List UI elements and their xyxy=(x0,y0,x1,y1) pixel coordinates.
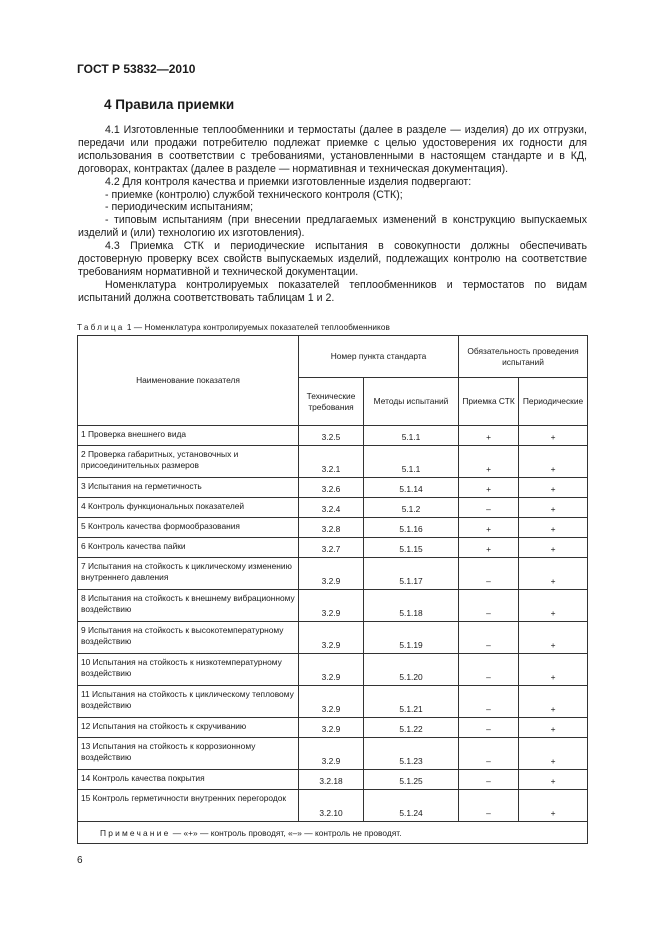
table-caption-text: 1 — Номенклатура контролируемых показателей теплообменников xyxy=(124,323,390,332)
table-row xyxy=(78,538,588,558)
row-name: 1 Проверка внешнего вида xyxy=(78,426,299,446)
table-row xyxy=(78,518,588,538)
row-name: 11 Испытания на стойкость к циклическому тепловому воздействию xyxy=(78,686,299,718)
table-row xyxy=(78,738,588,770)
row-acceptance: – xyxy=(459,770,519,790)
row-periodic: + xyxy=(519,538,588,558)
header-standard-group: Номер пункта стандарта xyxy=(299,336,459,378)
row-tech-req: 3.2.9 xyxy=(299,590,364,622)
row-acceptance: + xyxy=(459,478,519,498)
row-method: 5.1.19 xyxy=(364,622,459,654)
header-periodic: Периодические xyxy=(519,378,588,426)
table-row xyxy=(78,590,588,622)
row-tech-req: 3.2.9 xyxy=(299,622,364,654)
header-tech-req: Технические требования xyxy=(299,378,364,426)
row-name: 5 Контроль качества формообразования xyxy=(78,518,299,538)
row-method: 5.1.23 xyxy=(364,738,459,770)
row-tech-req: 3.2.5 xyxy=(299,426,364,446)
indicators-table xyxy=(77,335,588,844)
list-item-stk: - приемке (контролю) службой технического контроля (СТК); xyxy=(105,188,403,201)
note-label: Примечание xyxy=(100,827,171,838)
row-tech-req: 3.2.9 xyxy=(299,558,364,590)
paragraph-nomenclature: Номенклатура контролируемых показателей теплообменников и термостатов по видам испытаний должна соответствовать таблицам 1 и 2. xyxy=(78,278,587,304)
row-acceptance: – xyxy=(459,498,519,518)
row-name: 6 Контроль качества пайки xyxy=(78,538,299,558)
row-method: 5.1.2 xyxy=(364,498,459,518)
row-tech-req: 3.2.8 xyxy=(299,518,364,538)
row-method: 5.1.25 xyxy=(364,770,459,790)
row-name: 13 Испытания на стойкость к коррозионному воздействию xyxy=(78,738,299,770)
row-method: 5.1.21 xyxy=(364,686,459,718)
row-tech-req: 3.2.1 xyxy=(299,446,364,478)
row-acceptance: + xyxy=(459,446,519,478)
row-name: 9 Испытания на стойкость к высокотемпературному воздействию xyxy=(78,622,299,654)
paragraph-4-1: 4.1 Изготовленные теплообменники и термостаты (далее в разделе — изделия) до их отгрузки, передачи или продажи потребителю подлежат приемке с целью удостоверения их годности для использования в соответствии с требованиями, установленными в настоящем стандарте и в КД, договорах, контрактах (далее в разделе — нормативная и техническая документация). xyxy=(78,124,587,175)
row-acceptance: – xyxy=(459,718,519,738)
row-name: 8 Испытания на стойкость к внешнему вибрационному воздействию xyxy=(78,590,299,622)
row-tech-req: 3.2.9 xyxy=(299,686,364,718)
row-tech-req: 3.2.10 xyxy=(299,790,364,822)
row-name: 7 Испытания на стойкость к циклическому изменению внутреннего давления xyxy=(78,558,299,590)
table-row xyxy=(78,446,588,478)
paragraph-4-3: 4.3 Приемка СТК и периодические испытания в совокупности должны обеспечивать достоверную проверку всех свойств выпускаемых изделий, подлежащих контролю на соответствие требованиям нормативной и технической документации. xyxy=(78,240,587,278)
row-method: 5.1.16 xyxy=(364,518,459,538)
row-tech-req: 3.2.9 xyxy=(299,738,364,770)
page-number: 6 xyxy=(77,855,83,866)
row-method: 5.1.1 xyxy=(364,446,459,478)
header-obligation-group: Обязательность проведения испытаний xyxy=(459,336,588,378)
row-name: 12 Испытания на стойкость к скручиванию xyxy=(78,718,299,738)
table-caption xyxy=(77,323,390,332)
document-header: ГОСТ Р 53832—2010 xyxy=(77,62,196,76)
row-periodic: + xyxy=(519,558,588,590)
row-acceptance: – xyxy=(459,686,519,718)
row-periodic: + xyxy=(519,446,588,478)
row-acceptance: + xyxy=(459,426,519,446)
table-caption-label: Таблица xyxy=(77,323,125,332)
table-row xyxy=(78,686,588,718)
note-text: — «+» — контроль проводят, «–» — контроль не проводят. xyxy=(170,827,402,838)
row-periodic: + xyxy=(519,518,588,538)
header-methods: Методы испытаний xyxy=(364,378,459,426)
table-row xyxy=(78,498,588,518)
row-tech-req: 3.2.9 xyxy=(299,718,364,738)
row-tech-req: 3.2.18 xyxy=(299,770,364,790)
row-acceptance: – xyxy=(459,622,519,654)
row-name: 10 Испытания на стойкость к низкотемпературному воздействию xyxy=(78,654,299,686)
row-tech-req: 3.2.4 xyxy=(299,498,364,518)
table-note xyxy=(78,822,588,844)
row-acceptance: – xyxy=(459,558,519,590)
section-title: 4 Правила приемки xyxy=(104,97,235,112)
row-acceptance: – xyxy=(459,790,519,822)
row-tech-req: 3.2.7 xyxy=(299,538,364,558)
row-name: 2 Проверка габаритных, установочных и присоединительных размеров xyxy=(78,446,299,478)
row-periodic: + xyxy=(519,718,588,738)
row-name: 14 Контроль качества покрытия xyxy=(78,770,299,790)
table-row xyxy=(78,558,588,590)
paragraph-4-2: 4.2 Для контроля качества и приемки изготовленные изделия подвергают: xyxy=(105,175,472,188)
row-method: 5.1.1 xyxy=(364,426,459,446)
row-name: 4 Контроль функциональных показателей xyxy=(78,498,299,518)
row-method: 5.1.24 xyxy=(364,790,459,822)
table-row xyxy=(78,426,588,446)
header-acceptance: Приемка СТК xyxy=(459,378,519,426)
list-item-type-tests: - типовым испытаниям (при внесении предлагаемых изменений в конструкцию выпускаемых изделий и (или) технологию их изготовления). xyxy=(78,214,587,240)
row-periodic: + xyxy=(519,478,588,498)
table-row xyxy=(78,622,588,654)
row-periodic: + xyxy=(519,590,588,622)
row-method: 5.1.17 xyxy=(364,558,459,590)
row-method: 5.1.15 xyxy=(364,538,459,558)
table-row xyxy=(78,478,588,498)
row-periodic: + xyxy=(519,654,588,686)
table-row xyxy=(78,654,588,686)
row-periodic: + xyxy=(519,622,588,654)
table-body xyxy=(78,426,588,822)
table-row xyxy=(78,790,588,822)
row-periodic: + xyxy=(519,498,588,518)
row-name: 15 Контроль герметичности внутренних перегородок xyxy=(78,790,299,822)
row-periodic: + xyxy=(519,686,588,718)
row-tech-req: 3.2.6 xyxy=(299,478,364,498)
row-periodic: + xyxy=(519,738,588,770)
row-acceptance: – xyxy=(459,654,519,686)
table-row xyxy=(78,770,588,790)
row-method: 5.1.20 xyxy=(364,654,459,686)
row-acceptance: – xyxy=(459,590,519,622)
row-method: 5.1.18 xyxy=(364,590,459,622)
row-acceptance: – xyxy=(459,738,519,770)
header-name: Наименование показателя xyxy=(78,336,299,426)
row-acceptance: + xyxy=(459,518,519,538)
row-method: 5.1.22 xyxy=(364,718,459,738)
row-periodic: + xyxy=(519,426,588,446)
section-body xyxy=(78,124,587,305)
list-item-periodic: - периодическим испытаниям; xyxy=(105,201,254,214)
row-name: 3 Испытания на герметичность xyxy=(78,478,299,498)
table-row xyxy=(78,718,588,738)
row-method: 5.1.14 xyxy=(364,478,459,498)
row-periodic: + xyxy=(519,770,588,790)
row-tech-req: 3.2.9 xyxy=(299,654,364,686)
row-periodic: + xyxy=(519,790,588,822)
row-acceptance: + xyxy=(459,538,519,558)
